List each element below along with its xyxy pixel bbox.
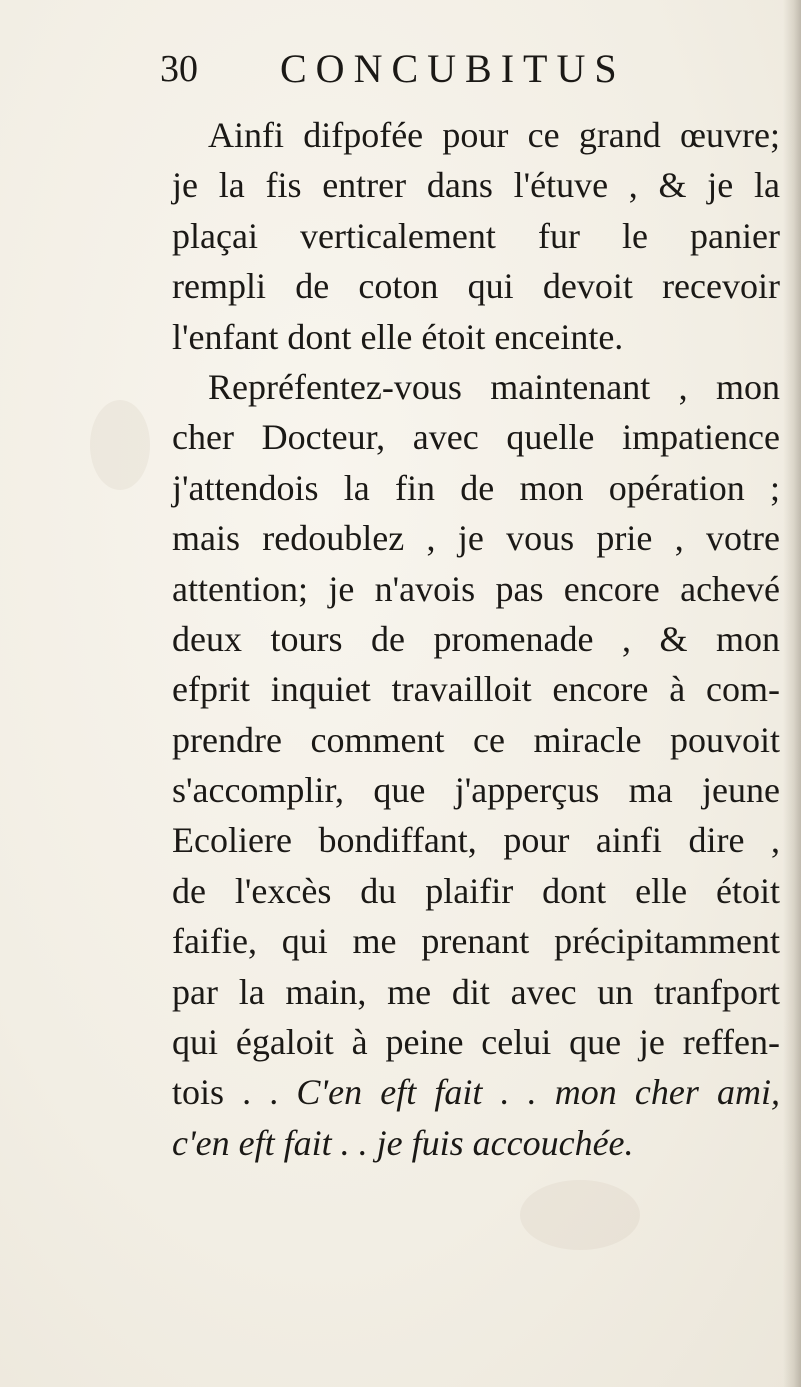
text-line: cher Docteur, avec quelle impatience	[172, 417, 780, 458]
text-line: attention; je n'avois pas encore achevé	[172, 568, 780, 609]
text-fragment: tois . .	[172, 1072, 279, 1113]
page-edge-shadow	[783, 0, 801, 1387]
italic-quote: mon cher ami,	[554, 1072, 781, 1113]
italic-quote: C'en eft fait . .	[296, 1072, 537, 1113]
text-line: Ecoliere bondiffant, pour ainfi dire ,	[172, 820, 780, 861]
page-number: 30	[160, 48, 198, 90]
text-line: l'enfant dont elle étoit enceinte.	[172, 316, 624, 357]
paper-stain	[520, 1180, 640, 1250]
text-line-mixed	[172, 1118, 780, 1168]
text-line: efprit inquiet travailloit encore à com-	[172, 669, 780, 710]
text-line: Ainfi difpofée pour ce grand œuvre;	[208, 115, 780, 155]
text-line: s'accomplir, que j'apperçus ma jeune	[172, 770, 780, 811]
text-line: de l'excès du plaifir dont elle étoit	[172, 870, 780, 911]
page-header	[160, 44, 760, 104]
body-text	[172, 110, 780, 1168]
text-line: je la fis entrer dans l'étuve , & je la	[172, 165, 780, 206]
text-line: faifie, qui me prenant précipitamment	[172, 921, 780, 962]
text-line: deux tours de promenade , & mon	[172, 618, 780, 659]
text-line: Repréfentez-vous maintenant , mon	[208, 366, 780, 407]
italic-quote: c'en eft fait . . je fuis accouchée.	[172, 1122, 634, 1163]
text-line: par la main, me dit avec un tranfport	[172, 971, 780, 1012]
paper-stain	[90, 400, 150, 490]
text-line: qui égaloit à peine celui que je reffen-	[172, 1022, 780, 1063]
text-line: mais redoublez , je vous prie , votre	[172, 518, 780, 559]
text-line: j'attendois la fin de mon opération ;	[172, 467, 780, 508]
running-title: CONCUBITUS	[280, 46, 626, 91]
text-line: rempli de coton qui devoit recevoir	[172, 266, 780, 307]
text-line-mixed	[172, 1067, 780, 1117]
text-line: plaçai verticalement fur le panier	[172, 215, 780, 256]
text-line: prendre comment ce miracle pouvoit	[172, 719, 780, 760]
